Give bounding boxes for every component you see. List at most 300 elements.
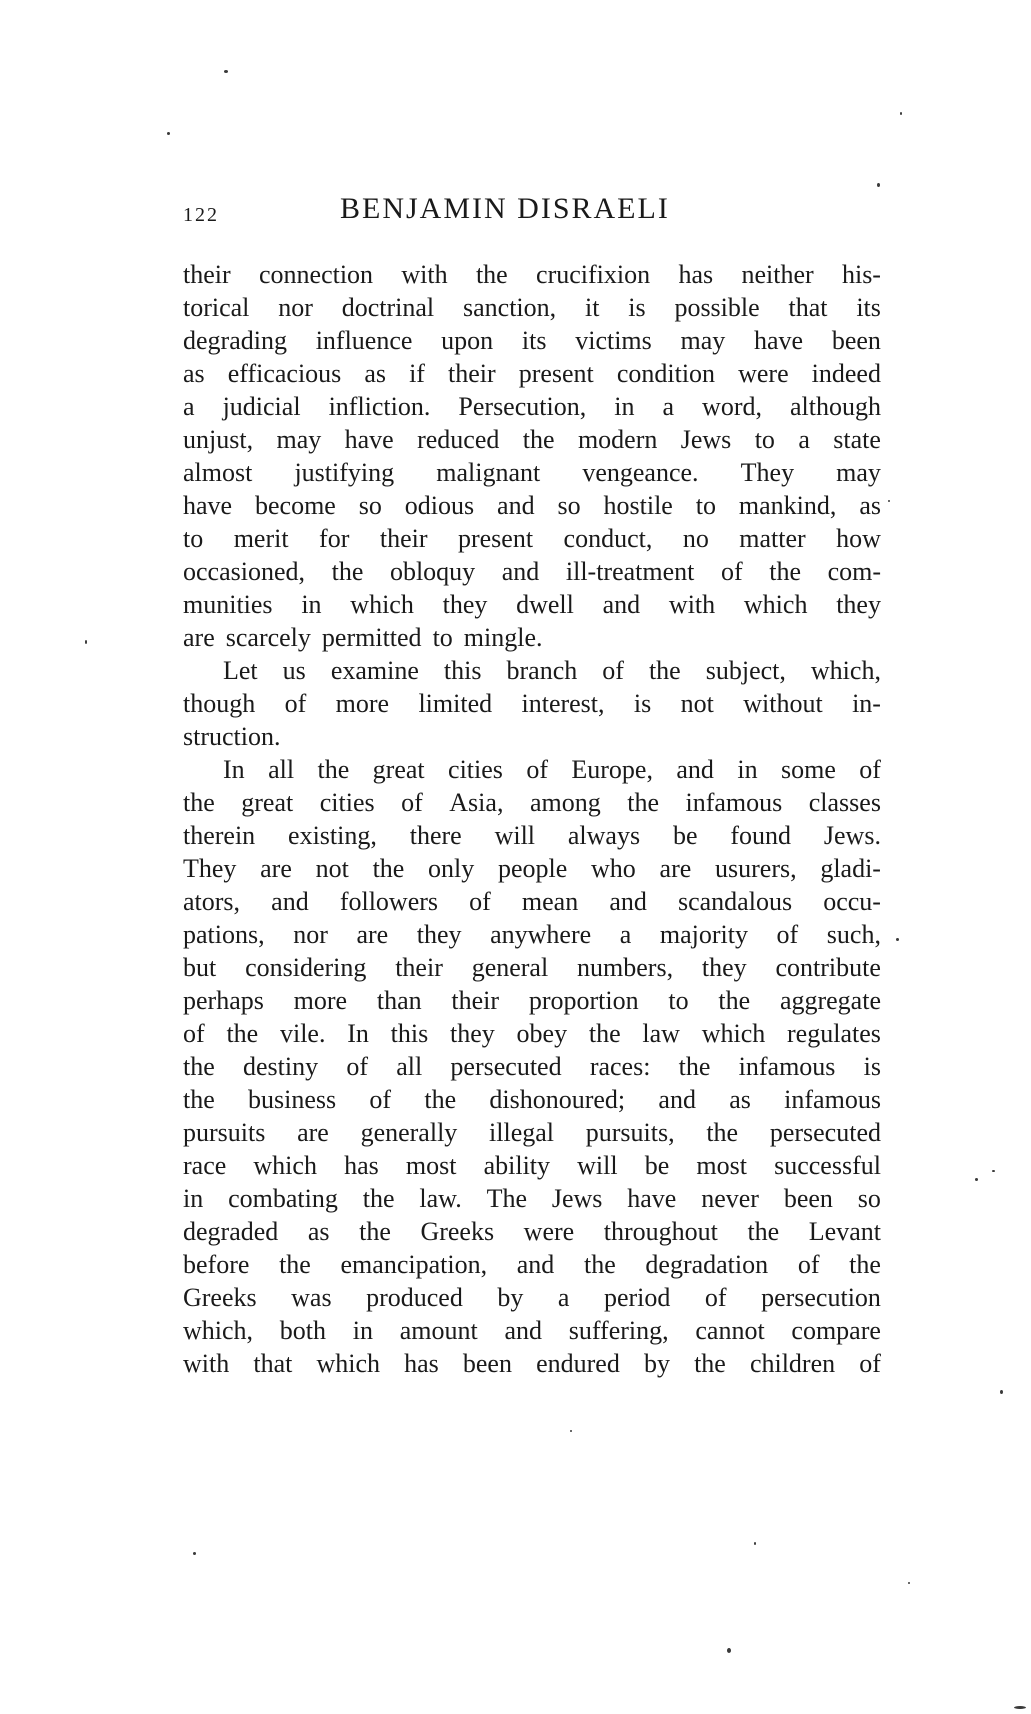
paragraph xyxy=(183,258,881,654)
word: gladi- xyxy=(820,854,881,883)
word: and xyxy=(271,887,309,916)
word: its xyxy=(521,326,547,355)
word: for xyxy=(319,524,350,553)
text-line xyxy=(183,1182,881,1215)
word: all xyxy=(396,1052,423,1081)
word: the xyxy=(331,557,364,586)
word: the xyxy=(769,557,801,586)
word: Jews xyxy=(680,425,732,454)
word: the xyxy=(849,1250,881,1279)
word: limited xyxy=(418,689,493,718)
word: never xyxy=(701,1184,759,1213)
text-line xyxy=(183,753,881,786)
word: cannot xyxy=(695,1316,765,1345)
word: been xyxy=(462,1349,512,1378)
text-line xyxy=(183,819,881,852)
text-line xyxy=(183,357,881,390)
text-line xyxy=(183,423,881,456)
word: before xyxy=(183,1250,250,1279)
word: law xyxy=(642,1019,680,1048)
word: are xyxy=(659,854,692,883)
word: the xyxy=(694,1349,726,1378)
word: by xyxy=(643,1349,670,1378)
word: regulates xyxy=(787,1019,881,1048)
word: which xyxy=(316,1349,380,1378)
word: who xyxy=(591,854,636,883)
word: the xyxy=(183,1085,215,1114)
word: dwell xyxy=(516,590,574,619)
word: sanction, xyxy=(463,293,557,322)
word: race xyxy=(183,1151,227,1180)
word: were xyxy=(738,359,789,388)
word: neither xyxy=(741,260,814,289)
word: dishonoured; xyxy=(489,1085,626,1114)
word: with xyxy=(401,260,448,289)
word: They xyxy=(740,458,795,487)
text-line xyxy=(183,984,881,1017)
word: conduct, xyxy=(563,524,653,553)
word: therein xyxy=(183,821,256,850)
word: that xyxy=(788,293,828,322)
word: they xyxy=(701,953,747,982)
word: reduced xyxy=(417,425,500,454)
word: the xyxy=(372,854,405,883)
word: word, xyxy=(702,392,762,421)
word: infamous xyxy=(738,1052,836,1081)
word: have xyxy=(627,1184,677,1213)
word: this xyxy=(390,1019,429,1048)
word: persecuted xyxy=(769,1118,881,1147)
word: Greeks xyxy=(183,1283,257,1312)
word: of xyxy=(401,788,423,817)
word: but xyxy=(183,953,217,982)
word: degradation xyxy=(645,1250,769,1279)
word: degraded xyxy=(183,1217,279,1246)
word: by xyxy=(497,1283,524,1312)
word: their xyxy=(448,359,496,388)
word: condition xyxy=(616,359,716,388)
word: are xyxy=(297,1118,329,1147)
word: with xyxy=(668,590,716,619)
word: some xyxy=(780,755,836,784)
word: the xyxy=(522,425,555,454)
word: their xyxy=(395,953,443,982)
scan-speck xyxy=(193,1552,196,1555)
running-head xyxy=(183,188,883,238)
word: most xyxy=(696,1151,747,1180)
word: period xyxy=(603,1283,671,1312)
word: ill-treatment xyxy=(565,557,695,586)
word: torical xyxy=(183,293,250,322)
text-line xyxy=(183,1215,881,1248)
word: have xyxy=(344,425,394,454)
word: ability xyxy=(483,1151,551,1180)
word: crucifixion xyxy=(536,260,651,289)
word: in- xyxy=(852,689,881,718)
word: vile. xyxy=(279,1019,326,1048)
word: they xyxy=(836,590,881,619)
word: occasioned, xyxy=(183,557,306,586)
word: as xyxy=(859,491,881,520)
word: the xyxy=(362,1184,395,1213)
word: of xyxy=(284,689,307,718)
text-line xyxy=(183,852,881,885)
word: contribute xyxy=(775,953,881,982)
word: are xyxy=(356,920,389,949)
word: not xyxy=(680,689,714,718)
page-number: 122 xyxy=(183,204,219,226)
text-line xyxy=(183,555,881,588)
word: persecution xyxy=(761,1283,881,1312)
word: possible xyxy=(674,293,760,322)
word: of xyxy=(704,1283,727,1312)
word: to xyxy=(754,425,775,454)
word: aggregate xyxy=(779,986,881,1015)
word: followers xyxy=(339,887,439,916)
word: Jews xyxy=(551,1184,603,1213)
word: and xyxy=(676,755,714,784)
word: efficacious xyxy=(227,359,342,388)
word: amount xyxy=(399,1316,478,1345)
word: which xyxy=(743,590,808,619)
word: infliction. xyxy=(328,392,431,421)
word: pursuits, xyxy=(585,1118,675,1147)
word: anywhere xyxy=(490,920,592,949)
word: endured xyxy=(536,1349,620,1378)
word: Let xyxy=(223,656,258,685)
word: their xyxy=(379,524,428,553)
word: numbers, xyxy=(577,953,674,982)
word: has xyxy=(344,1151,379,1180)
word: scandalous xyxy=(677,887,793,916)
word: classes xyxy=(808,788,881,817)
word: is xyxy=(633,689,652,718)
word: influence xyxy=(315,326,413,355)
word: its xyxy=(856,293,881,322)
word: in xyxy=(352,1316,373,1345)
word: pations, xyxy=(183,920,265,949)
text-line xyxy=(183,885,881,918)
word: hostile xyxy=(603,491,673,520)
word: so xyxy=(557,491,581,520)
word: was xyxy=(291,1283,332,1312)
word: Asia, xyxy=(449,788,504,817)
running-title: BENJAMIN DISRAELI xyxy=(340,192,670,225)
text-line xyxy=(183,951,881,984)
text-line xyxy=(183,258,881,291)
word: such, xyxy=(826,920,881,949)
word: mankind, xyxy=(738,491,837,520)
word: which xyxy=(350,590,414,619)
text-line xyxy=(183,456,881,489)
scan-speck xyxy=(877,183,880,187)
text-line xyxy=(183,1083,881,1116)
scan-speck xyxy=(900,112,902,115)
word: no xyxy=(682,524,709,553)
word: a xyxy=(662,392,675,421)
word: majority xyxy=(659,920,748,949)
word: of xyxy=(859,755,881,784)
word: the xyxy=(627,788,659,817)
word: state xyxy=(833,425,881,454)
word: among xyxy=(529,788,601,817)
word: only xyxy=(428,854,475,883)
word: ators, xyxy=(183,887,241,916)
word: proportion xyxy=(528,986,639,1015)
scan-speck xyxy=(992,1170,995,1172)
word: They xyxy=(183,854,237,883)
word: may xyxy=(836,458,881,487)
word: this xyxy=(443,656,482,685)
word: as xyxy=(307,1217,330,1246)
word: a xyxy=(183,392,195,421)
word: emancipation, xyxy=(340,1250,488,1279)
word: has xyxy=(404,1349,439,1378)
word: in xyxy=(301,590,322,619)
scan-speck xyxy=(570,1430,572,1432)
scan-speck xyxy=(896,938,899,941)
word: as xyxy=(729,1085,751,1114)
word: nor xyxy=(278,293,313,322)
word: the xyxy=(317,755,350,784)
scan-speck xyxy=(167,132,170,135)
word: Persecution, xyxy=(458,392,587,421)
scan-speck xyxy=(727,1648,731,1653)
word: of xyxy=(776,920,799,949)
word: pursuits xyxy=(183,1118,266,1147)
text-line xyxy=(183,918,881,951)
word: Jews. xyxy=(823,821,881,850)
word: the xyxy=(359,1217,391,1246)
word: they xyxy=(416,920,462,949)
word: although xyxy=(790,392,881,421)
word: the xyxy=(706,1118,739,1147)
text-line xyxy=(183,1149,881,1182)
word: of xyxy=(346,1052,368,1081)
word: are xyxy=(183,623,215,652)
word: perhaps xyxy=(183,986,264,1015)
word: most xyxy=(405,1151,457,1180)
word: great xyxy=(372,755,425,784)
word: the xyxy=(718,986,751,1015)
word: his- xyxy=(841,260,881,289)
word: Europe, xyxy=(571,755,653,784)
word: though xyxy=(183,689,256,718)
text-line xyxy=(183,291,881,324)
word: become xyxy=(255,491,336,520)
word: scarcely xyxy=(225,623,311,652)
word: business xyxy=(248,1085,337,1114)
word: the xyxy=(424,1085,457,1114)
word: considering xyxy=(245,953,367,982)
word: interest, xyxy=(521,689,605,718)
word: in xyxy=(737,755,758,784)
word: odious xyxy=(404,491,475,520)
text-line xyxy=(183,1314,881,1347)
word: general xyxy=(471,953,549,982)
word: and xyxy=(658,1085,696,1114)
word: degrading xyxy=(183,326,287,355)
word: the xyxy=(475,260,508,289)
word: a xyxy=(619,920,632,949)
word: The xyxy=(486,1184,527,1213)
scan-speck xyxy=(1000,1390,1003,1394)
word: to xyxy=(432,623,453,652)
word: Greeks xyxy=(420,1217,495,1246)
text-line xyxy=(183,1050,881,1083)
word: of xyxy=(526,755,548,784)
word: in xyxy=(183,1184,204,1213)
word: the xyxy=(747,1217,780,1246)
scan-speck xyxy=(888,500,890,502)
word: upon xyxy=(441,326,494,355)
word: and xyxy=(504,1316,542,1345)
word: munities xyxy=(183,590,273,619)
word: obloquy xyxy=(389,557,476,586)
word: victims xyxy=(575,326,652,355)
text-line xyxy=(183,621,881,654)
text-line xyxy=(183,654,881,687)
word: found xyxy=(730,821,792,850)
word: produced xyxy=(366,1283,463,1312)
word: how xyxy=(836,524,881,553)
word: In xyxy=(223,755,245,784)
word: a xyxy=(557,1283,570,1312)
word: unjust, xyxy=(183,425,254,454)
text-line xyxy=(183,489,881,522)
word: present xyxy=(457,524,534,553)
word: In xyxy=(347,1019,369,1048)
word: they xyxy=(442,590,488,619)
word: mean xyxy=(521,887,579,916)
word: cities xyxy=(448,755,503,784)
word: as xyxy=(364,359,387,388)
word: the xyxy=(588,1019,621,1048)
word: obey xyxy=(516,1019,568,1048)
word: of xyxy=(720,557,743,586)
text-line xyxy=(183,687,881,720)
word: been xyxy=(831,326,881,355)
word: compare xyxy=(791,1316,881,1345)
text-line xyxy=(183,1347,881,1380)
word: more xyxy=(335,689,390,718)
word: been xyxy=(783,1184,833,1213)
word: infamous xyxy=(784,1085,881,1114)
word: will xyxy=(577,1151,618,1180)
word: is xyxy=(628,293,646,322)
word: throughout xyxy=(603,1217,718,1246)
word: branch xyxy=(506,656,578,685)
body-text xyxy=(183,258,881,1380)
word: combating xyxy=(228,1184,338,1213)
text-line xyxy=(183,390,881,423)
text-line xyxy=(183,588,881,621)
word: which, xyxy=(810,656,881,685)
word: which xyxy=(701,1019,766,1048)
word: of xyxy=(602,656,624,685)
word: successful xyxy=(774,1151,881,1180)
word: nor xyxy=(293,920,328,949)
word: suffering, xyxy=(568,1316,669,1345)
word: were xyxy=(523,1217,575,1246)
word: permitted xyxy=(321,623,422,652)
word: as xyxy=(183,359,205,388)
word: have xyxy=(183,491,233,520)
word: vengeance. xyxy=(582,458,699,487)
word: than xyxy=(376,986,422,1015)
word: and xyxy=(501,557,540,586)
scan-speck xyxy=(85,640,87,644)
word: the xyxy=(226,1019,259,1048)
word: children xyxy=(749,1349,836,1378)
word: has xyxy=(678,260,714,289)
word: com- xyxy=(827,557,881,586)
word: without xyxy=(743,689,823,718)
word: us xyxy=(282,656,306,685)
word: the xyxy=(678,1052,711,1081)
paragraph xyxy=(183,753,881,1380)
word: which xyxy=(253,1151,317,1180)
word: of xyxy=(797,1250,820,1279)
text-line xyxy=(183,720,881,753)
word: modern xyxy=(577,425,658,454)
text-line xyxy=(183,1116,881,1149)
word: and xyxy=(497,491,535,520)
text-line xyxy=(183,1281,881,1314)
word: Levant xyxy=(808,1217,881,1246)
word: their xyxy=(183,260,231,289)
word: merit xyxy=(233,524,289,553)
scan-speck xyxy=(975,1178,978,1181)
word: matter xyxy=(739,524,806,553)
word: justifying xyxy=(294,458,395,487)
word: all xyxy=(268,755,295,784)
word: of xyxy=(183,1019,205,1048)
word: to xyxy=(183,524,204,553)
word: mingle. xyxy=(463,623,543,652)
word: that xyxy=(253,1349,293,1378)
word: generally xyxy=(360,1118,458,1147)
word: existing, xyxy=(288,821,377,850)
word: is xyxy=(863,1052,881,1081)
word: judicial xyxy=(222,392,301,421)
word: so xyxy=(857,1184,881,1213)
word: be xyxy=(644,1151,670,1180)
word: always xyxy=(567,821,641,850)
word: struction. xyxy=(183,722,281,751)
word: more xyxy=(293,986,348,1015)
word: their xyxy=(451,986,500,1015)
scan-speck xyxy=(754,1542,756,1545)
word: it xyxy=(584,293,600,322)
word: usurers, xyxy=(715,854,797,883)
word: and xyxy=(516,1250,555,1279)
scan-speck xyxy=(1014,1706,1026,1709)
word: of xyxy=(469,887,491,916)
word: persecuted xyxy=(450,1052,562,1081)
word: to xyxy=(695,491,716,520)
word: if xyxy=(409,359,425,388)
text-line xyxy=(183,324,881,357)
word: examine xyxy=(330,656,419,685)
word: occu- xyxy=(823,887,881,916)
scan-speck xyxy=(224,70,228,73)
text-line xyxy=(183,1248,881,1281)
scan-speck xyxy=(908,1582,910,1584)
word: subject, xyxy=(705,656,786,685)
word: be xyxy=(672,821,698,850)
text-line xyxy=(183,1017,881,1050)
